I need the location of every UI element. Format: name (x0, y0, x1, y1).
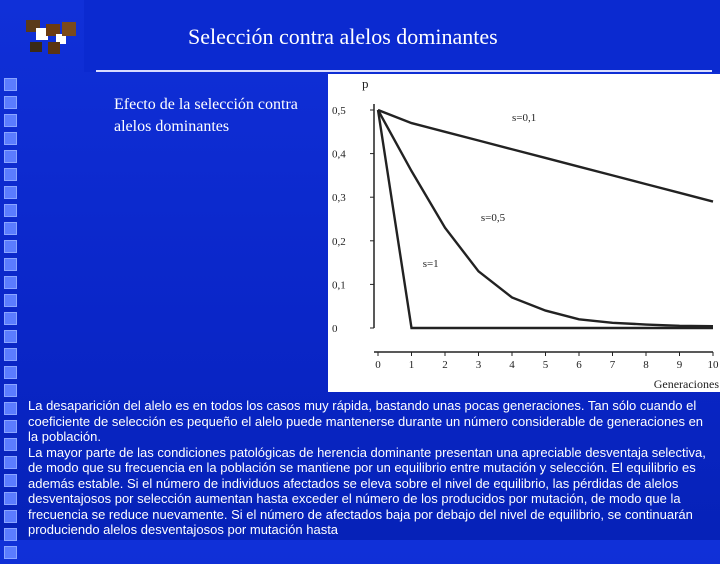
y-tick-label: 0,1 (332, 279, 346, 292)
decorative-square (4, 114, 17, 127)
y-tick-label: 0,5 (332, 105, 346, 117)
decorative-square (4, 510, 17, 523)
decorative-square (4, 132, 17, 145)
x-tick-label: 7 (609, 359, 616, 371)
y-tick-label: 0,2 (332, 235, 346, 248)
y-tick-label: 0,4 (332, 148, 346, 161)
decorative-square (4, 276, 17, 289)
y-tick-label: 0,3 (332, 192, 346, 205)
x-tick-label: 9 (676, 359, 683, 371)
series-line (378, 110, 713, 202)
decorative-squares (4, 78, 20, 564)
logo-icon (26, 18, 80, 58)
chart-panel (328, 74, 720, 392)
title-divider (96, 70, 712, 72)
decorative-square (4, 204, 17, 217)
decorative-square (4, 528, 17, 541)
x-tick-label: 8 (643, 359, 649, 371)
x-tick-label: 5 (542, 359, 549, 371)
series-label: s=0,5 (480, 212, 506, 225)
x-tick-label: 0 (375, 359, 381, 371)
slide-title: Selección contra alelos dominantes (188, 24, 498, 49)
x-axis-label: Generaciones (653, 377, 719, 391)
decorative-square (4, 96, 17, 109)
decorative-square (4, 294, 17, 307)
x-tick-label: 2 (442, 359, 448, 371)
decorative-square (4, 402, 17, 415)
series-line (378, 110, 713, 326)
decorative-square (4, 384, 17, 397)
decorative-square (4, 474, 17, 487)
decorative-square (4, 312, 17, 325)
x-tick-label: 1 (408, 359, 415, 371)
x-tick-label: 6 (576, 359, 582, 371)
decorative-square (4, 222, 17, 235)
series-label: s=0,1 (512, 111, 537, 124)
decorative-square (4, 168, 17, 181)
decorative-square (4, 492, 17, 505)
y-axis-label: p (362, 76, 369, 91)
x-tick-label: 4 (509, 359, 515, 371)
decorative-square (4, 456, 17, 469)
decorative-square (4, 240, 17, 253)
body-text (28, 398, 714, 538)
chart-subtitle: Efecto de la selección contra alelos dominantes (114, 96, 298, 135)
line-chart (328, 74, 720, 392)
series-line (378, 110, 713, 328)
paragraph-2: La mayor parte de las condiciones patológicas de herencia dominante presentan una apreciable desventaja selectiva, de modo que su frecuencia en la población se mantiene por un equilibrio entre mutación y selección. El equilibrio es además estable. Si el número de individuos afectados se eleva sobre el nivel de equilibrio, las pérdidas de alelos desventajosos por selección aumentan hasta exceder el número de los producidos por mutación, de modo que la frecuencia se reduce nuevamente. Si el número de afectados baja por debajo del nivel de equilibrio, se continuarán produciendo alelos desventajosos por mutación hasta (28, 444, 706, 537)
series-label: s=1 (422, 257, 439, 270)
decorative-square (4, 186, 17, 199)
paragraph-1: La desaparición del alelo es en todos los casos muy rápida, bastando unas pocas generaciones. Tan sólo cuando el coeficiente de selección es pequeño el alelo puede mantenerse durante un número considerable de generaciones en la población. (28, 398, 704, 444)
x-tick-label: 10 (707, 359, 719, 371)
decorative-square (4, 330, 17, 343)
x-tick-label: 3 (475, 359, 482, 371)
decorative-square (4, 150, 17, 163)
decorative-square (4, 366, 17, 379)
y-tick-label: 0 (332, 323, 338, 335)
decorative-square (4, 258, 17, 271)
decorative-square (4, 348, 17, 361)
decorative-square (4, 438, 17, 451)
decorative-square (4, 420, 17, 433)
decorative-square (4, 546, 17, 559)
decorative-square (4, 78, 17, 91)
